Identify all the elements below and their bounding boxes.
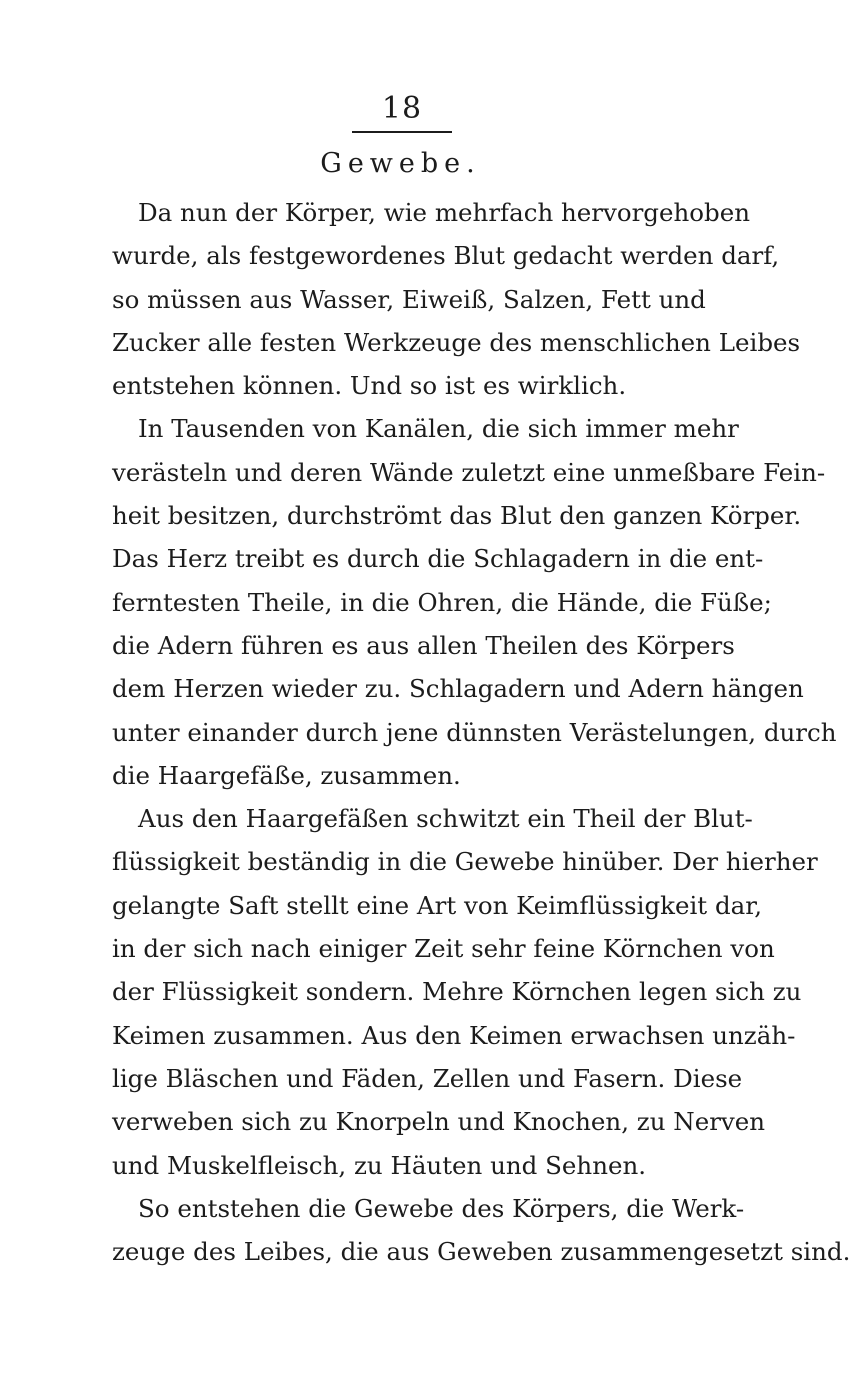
text-line: Aus den Haargefäßen schwitzt ein Theil der Blut- xyxy=(138,804,753,834)
text-line: und Muskelfleisch, zu Häuten und Sehnen. xyxy=(112,1150,647,1180)
text-line: Da nun der Körper, wie mehrfach hervorgehoben xyxy=(138,198,750,227)
section-heading: Gewebe. xyxy=(320,148,481,179)
text-line: Zucker alle festen Werkzeuge des menschlichen Leibes xyxy=(112,327,801,357)
text-line: So entstehen die Gewebe des Körpers, die Werk- xyxy=(138,1193,745,1223)
text-line: zeuge des Leibes, die aus Geweben zusammengesetzt sind. xyxy=(112,1237,850,1267)
body-text xyxy=(112,191,850,1273)
text-line: ferntesten Theile, in die Ohren, die Hände, die Füße; xyxy=(112,587,772,617)
text-line: die Adern führen es aus allen Theilen des Körpers xyxy=(112,630,735,660)
text-line: gelangte Saft stellt eine Art von Keimflüssigkeit dar, xyxy=(112,890,763,920)
text-line: dem Herzen wieder zu. Schlagadern und Adern hängen xyxy=(112,674,804,704)
text-line: der Flüssigkeit sondern. Mehre Körnchen legen sich zu xyxy=(112,977,802,1007)
text-line: entstehen können. Und so ist es wirklich. xyxy=(112,371,627,401)
text-line: in der sich nach einiger Zeit sehr feine Körnchen von xyxy=(112,934,775,964)
text-line: verästeln und deren Wände zuletzt eine unmeßbare Fein- xyxy=(112,457,826,487)
text-line: lige Bläschen und Fäden, Zellen und Fasern. Diese xyxy=(112,1063,743,1093)
text-line: In Tausenden von Kanälen, die sich immer mehr xyxy=(138,414,739,444)
text-line: unter einander durch jene dünnsten Verästelungen, durch xyxy=(112,717,837,747)
text-line: wurde, als festgewordenes Blut gedacht werden darf, xyxy=(112,241,780,271)
text-line: die Haargefäße, zusammen. xyxy=(112,760,461,790)
page-number: 18 xyxy=(381,91,423,126)
text-line: Das Herz treibt es durch die Schlagadern in die ent- xyxy=(112,544,764,574)
text-line: flüssigkeit beständig in die Gewebe hinüber. Der hierher xyxy=(112,847,818,877)
text-line: so müssen aus Wasser, Eiweiß, Salzen, Fett und xyxy=(112,284,706,314)
text-line: verweben sich zu Knorpeln und Knochen, zu Nerven xyxy=(112,1107,766,1137)
text-line: Keimen zusammen. Aus den Keimen erwachsen unzäh- xyxy=(112,1020,796,1050)
header-rule xyxy=(352,131,452,133)
text-line: heit besitzen, durchströmt das Blut den ganzen Körper. xyxy=(112,501,802,531)
